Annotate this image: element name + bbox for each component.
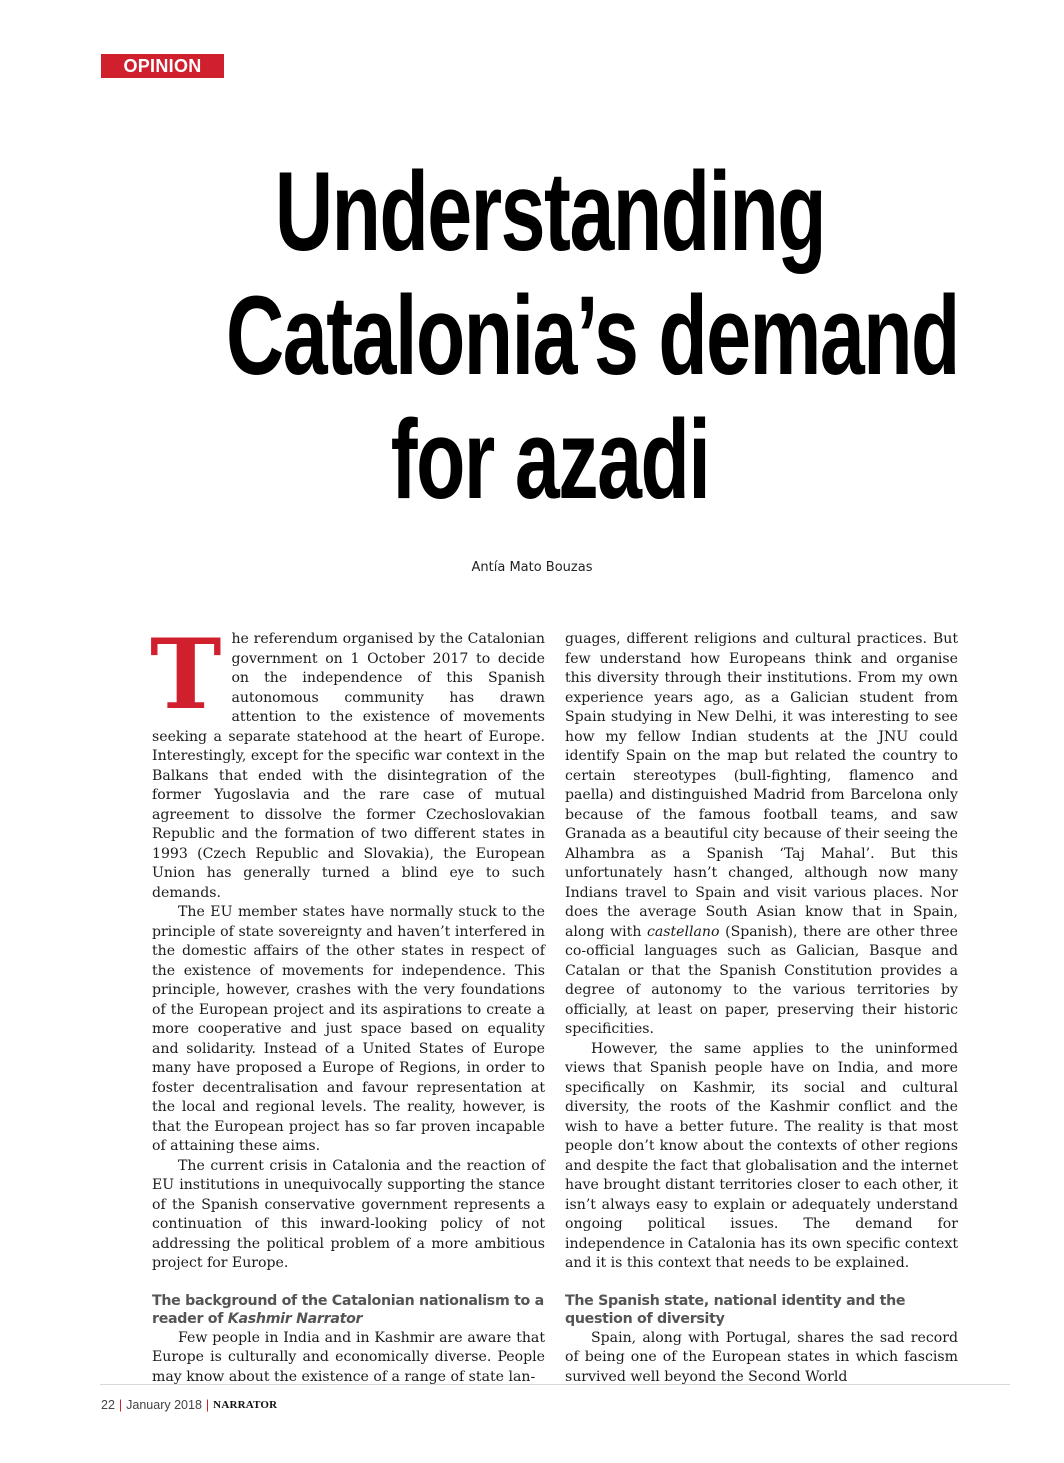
page-footer: [101, 1398, 277, 1412]
headline-line-2: Catalonia’s demand: [226, 273, 959, 398]
author-byline: Antía Mato Bouzas: [471, 560, 593, 575]
italic-term: castellano: [646, 923, 720, 940]
article-headline: [226, 149, 959, 522]
paragraph-text: (Spanish), there are other three co-official languages such as Galician, Basque and Catalan or that the Spanish Constitution provides a degree of autonomy to the various territories by officially, at least on paper, preserving their historic specificities.: [565, 923, 958, 1037]
footer-divider: [100, 1384, 1010, 1385]
headline-line-3: for azadi: [390, 397, 710, 522]
article-paragraph: The current crisis in Catalonia and the reaction of EU institutions in unequivocally supporting the stance of the Spanish conservative government represents a continuation of this inward-looking policy of not addressing the political problem of a more ambitious project for Europe.: [152, 1157, 545, 1271]
article-paragraph: However, the same applies to the uninformed views that Spanish people have on India, and more specifically on Kashmir, its social and cultural diversity, the roots of the Kashmir conflict and the wish to have a better future. The reality is that most people don’t know about the contexts of other regions and despite the fact that globalisation and the internet have brought distant territories closer to each other, it isn’t always easy to explain or adequately understand ongoing political issues. The demand for independence in Catalonia has its own specific context and it is this context that needs to be explained.: [565, 1040, 958, 1271]
article-column-right: [565, 630, 958, 1387]
page-number: 22: [101, 1398, 115, 1412]
subhead-italic-title: Kashmir Narrator: [227, 1310, 363, 1327]
subhead-text: The background of the Catalonian nationalism to a reader of: [152, 1292, 544, 1327]
drop-cap: T: [150, 618, 222, 731]
footer-separator: |: [205, 1398, 210, 1412]
article-column-left: [150, 618, 545, 1387]
headline-line-1: Understanding: [274, 149, 826, 274]
article-paragraph: [150, 618, 545, 903]
publication-logo: NARRATOR: [213, 1399, 278, 1411]
article-paragraph: The EU member states have normally stuck to the principle of state sovereignty and haven’t interfered in the domestic affairs of the other states in respect of the existence of movements for independence. This principle, however, crashes with the very foundations of the European project and its aspirations to create a more cooperative and just space based on equality and solidarity. Instead of a United States of Europe many have proposed a Europe of Regions, in order to foster decentralisation and favour representation at the local and regional levels. The reality, however, is that the European project has so far proven incapable of attaining these aims.: [152, 904, 545, 1154]
article-paragraph: Spain, along with Portugal, shares the sad record of being one of the European states in which fascism survived well beyond the Second World: [565, 1329, 958, 1385]
paragraph-text: he referendum organised by the Catalonian government on 1 October 2017 to decide on the independence of this Spanish autonomous community has drawn attention to the existence of movements seeking a separate statehood at the heart of Europe. Interestingly, except for the specific war context in the Balkans that ended with the disintegration of the former Yugoslavia and the rare case of mutual agreement to dissolve the former Czechoslovakian Republic and the formation of two different states in 1993 (Czech Republic and Slovakia), the European Union has generally turned a blind eye to such demands.: [152, 631, 545, 901]
section-subhead: [152, 1292, 545, 1328]
paragraph-text: guages, different religions and cultural practices. But few understand how Europeans think and organise this diversity through their institutions. From my own experience years ago, as a Galician student from Spain studying in New Delhi, it was interesting to see how my fellow Indian students at the JNU could identify Spain on the map but related the country to certain stereotypes (bull-fighting, flamenco and paella) and distinguished Madrid from Barcelona only because of the famous football teams, and saw Granada as a beautiful city because of their seeing the Alhambra as a Spanish ‘Taj Mahal’. But this unfortunately hasn’t changed, although now many Indians travel to Spain and visit various places. Nor does the average South Asian know that in Spain, along with: [565, 631, 958, 940]
section-subhead: The Spanish state, national identity and the question of diversity: [565, 1292, 906, 1327]
article-paragraph: [565, 630, 958, 1040]
footer-separator: |: [118, 1398, 123, 1412]
section-tag-opinion: OPINION: [101, 54, 224, 78]
issue-date: January 2018: [126, 1398, 202, 1412]
article-paragraph: Few people in India and in Kashmir are aware that Europe is culturally and economically diverse. People may know about the existence of a range of state lan-: [152, 1329, 545, 1385]
